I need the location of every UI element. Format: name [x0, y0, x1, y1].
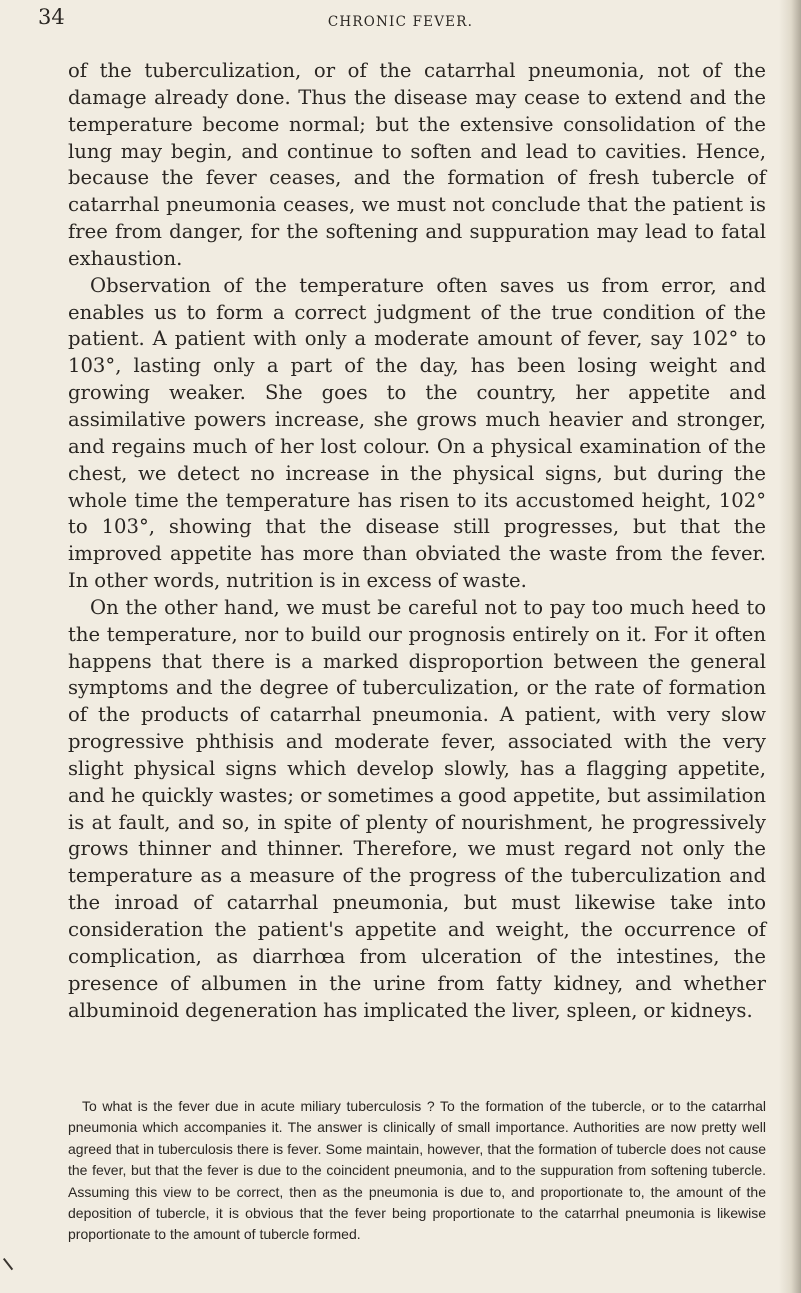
- paragraph: of the tuberculization, or of the catarrhal pneumonia, not of the damage already done. Thus the disease may cease to extend and the temperature become normal; but the extensive consolidation of the lung may begin, and continue to soften and lead to cavities. Hence, because the fever ceases, and the formation of fresh tubercle of catarrhal pneumonia ceases, we must not conclude that the patient is free from danger, for the softening and suppuration may lead to fatal exhaustion.: [68, 59, 766, 270]
- page-number: 34: [38, 5, 65, 29]
- paragraph: Observation of the temperature often saves us from error, and enables us to form a correct judgment of the true condition of the patient. A patient with only a moderate amount of fever, say 102° to 103°, lasting only a part of the day, has been losing weight and growing weaker. She goes to the country, her appetite and assimilative powers increase, she grows much heavier and stronger, and regains much of her lost colour. On a physical examination of the chest, we detect no increase in the physical signs, but during the whole time the temperature has risen to its accustomed height, 102° to 103°, showing that the disease still progresses, but that the improved appetite has more than obviated the waste from the fever. In other words, nutrition is in excess of waste.: [68, 273, 766, 593]
- footnote-note: To what is the fever due in acute miliary tuberculosis ? To the formation of the tubercle, or to the catarrhal pneumonia which accompanies it. The answer is clinically of small importance. Authorities are now pretty well agreed that in tuberculosis there is fever. Some maintain, however, that the formation of tubercle does not cause the fever, but that the fever is due to the coincident pneumonia, and to the suppuration from softening tubercle. Assuming this view to be correct, then as the pneumonia is due to, and proportionate to, the amount of the deposition of tubercle, it is obvious that the fever being proportionate to the catarrhal pneumonia is likewise proportionate to the amount of tubercle formed.: [68, 1098, 766, 1243]
- page-edge-shadow: [779, 0, 801, 1293]
- body-text: [68, 58, 766, 1024]
- scan-mark: [3, 1252, 21, 1270]
- running-head: CHRONIC FEVER.: [327, 14, 474, 30]
- paragraph: On the other hand, we must be careful not to pay too much heed to the temperature, nor to build our prognosis entirely on it. For it often happens that there is a marked disproportion between the general symptoms and the degree of tuberculization, or the rate of formation of the products of catarrhal pneumonia. A patient, with very slow progressive phthisis and moderate fever, associated with the very slight physical signs which develop slowly, has a flagging appetite, and he quickly wastes; or sometimes a good appetite, but assimilation is at fault, and so, in spite of plenty of nourishment, he progressively grows thinner and thinner. Therefore, we must regard not only the temperature as a measure of the progress of the tuberculization and the inroad of catarrhal pneumonia, but must likewise take into consideration the patient's appetite and weight, the occurrence of complication, as diarrhœa from ulceration of the intestines, the presence of albumen in the urine from fatty kidney, and whether albuminoid degeneration has implicated the liver, spleen, or kidneys.: [68, 595, 766, 1022]
